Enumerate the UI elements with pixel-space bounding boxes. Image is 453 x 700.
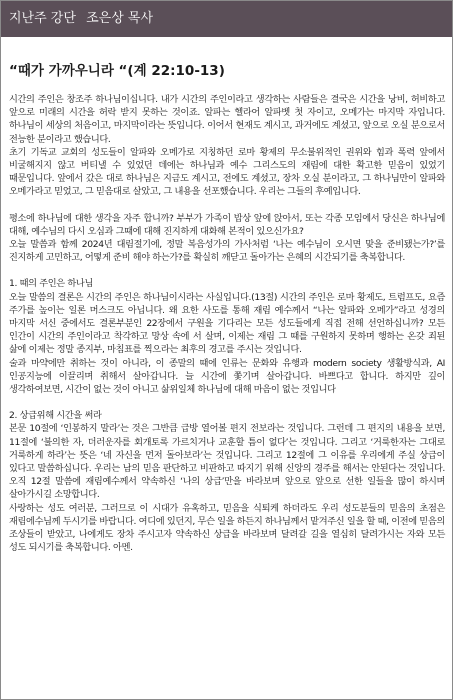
sermon-title: “때가 가까우니라 “(계 22:10-13) — [9, 63, 225, 79]
sermon-body — [9, 93, 445, 555]
intro-paragraph-2: 초기 기독교 교회의 성도들이 알파와 오메가로 지칭하던 로마 황제의 무소불위적인 권위와 힘과 폭력 앞에서 비굴해지지 않고 버티낼 수 있었던 데에는 하나님과 예수 그리스도의 재림에 대한 확고한 믿음이 있었기 때문입니다. 앞에서 갔은 대로 하나님은 지금도 계시고, 전에도 계셨고, 장차 오실 분이라고, 그 하나님만이 알파와 오메가라고 믿었고, 그 믿음대로 살았고, 그 내용을 선포했습니다. 우리는 그들의 후예입니다. — [9, 146, 445, 198]
section-2-paragraph-2: 사랑하는 성도 여러분, 그러므로 이 시대가 유혹하고, 믿음을 식퇴케 하더라도 우리 성도분들의 믿음의 초점은 재림에수님께 두시기를 바랍니다. 여디에 있던지, 무슨 일을 하든지 하나님께서 맡겨주신 일을 할 때, 이전에 믿음의 조상들이 받았고, 나에게도 장차 주시고자 약속하신 상급을 바라보며 달려갈 길을 열심히 달려가시는 자와 모든 성도 되시기를 축복합니다. 아멘. — [9, 502, 445, 554]
page-header — [1, 1, 452, 37]
section-1-paragraph-1: 오늘 말씀의 결론은 시간의 주인은 하나님이시라는 사실입니다.(13절) 시간의 주인은 로마 황제도, 트럼프도, 요즘 주가를 높이는 일론 머스크도 아닙니다. 왜 요한 사도를 통해 재림 예수께서 “나는 알파와 오메가”라고 성경의 마지막 서신 중에서도 결론부분인 22장에서 구원을 기다리는 모든 성도들에게 직접 전해 선언하십니까? 모든 인간이 시간의 주인이라고 착각하고 망상 속에 서 살며, 이제는 재림 그 때를 구원하지 못하며 행하는 온갖 죄된 삶에 이제는 정말 종지부, 마침표를 찍으라는 최후의 경고를 주시는 것입니다. — [9, 291, 445, 356]
intro-paragraph-1: 시간의 주인은 창조주 하나님이십니다. 내가 시간의 주인이라고 생각하는 사람들은 결국은 시간을 낭비, 허비하고 앞으로 미래의 시간을 허락 받지 못하는 것이죠. 알파는 헬라어 알파벳 첫 자이고, 오메가는 마지막 자입니다. 하나님이 세상의 처음이고, 마지막이라는 뜻입니다. 이어서 현재도 계시고, 과거에도 계셨고, 앞으로 오실 분으로서 전능한 분이라고 했습니다. — [9, 94, 445, 145]
header-speaker: 조은상 목사 — [86, 11, 154, 26]
intro-paragraph-3: 평소에 하나님에 대한 생각을 자주 합니까? 부부가 가족이 밥상 앞에 앉아서, 또는 각종 모임에서 당신은 하나님에 대해, 예수님의 다시 오심과 그때에 대해 진지하게 대화해 본적이 있으신가요? — [9, 212, 445, 237]
section-1-paragraph-2: 술과 마약에만 취하는 것이 아니라, 이 종말의 때에 인류는 문화와 유행과 modern society 생활방식과, AI 인공지능에 이끌리며 취해서 살아갑니다. 늘 시간에 쫓기며 살아갑니다. 바쁘다고 합니다. 하지만 깊이 생각하여보면, 시간이 없는 것이 아니고 삶위일체 하나님에 대해 마음이 없는 것입니다 — [9, 357, 445, 396]
section-2-paragraph-1: 본문 10절에 ‘인봉하지 말라’는 것은 그반큼 급방 열어볼 편지 전보라는 것입니다. 그런데 그 편지의 내용을 보면, 11절에 ‘불의한 자, 더러운자를 회개토록 가르치거나 교훈할 틈이 없다’는 것입니다. 그리고 ‘거룩한자는 그대로 거룩하게 하라’는 뜻은 ‘네 자신을 먼저 돌아보라’는 것입니다. 그리고 12절에 그 이유를 우리에게 주실 상급이 있다고 말씀하십니다. 우리는 남의 믿음 판단하고 비판하고 따지기 위해 신앙의 경주를 해서는 안된다는 것입니다. 오직 12절 말씀에 재림예수께서 약속하신 ‘나의 상급’만을 바라보며 앞으로 앞으로 선한 일들을 많이 하시며 살아가시길 소망합니다. — [9, 423, 445, 501]
header-location: 지난주 강단 — [9, 11, 76, 26]
intro-paragraph-4: 오늘 말씀과 함께 2024년 대림절기에, 정말 복음성가의 가사처럼 ‘나는 예수님이 오시면 맞을 준비됐는가?’를 진지하게 고민하고, 어떻게 준비 해야 하는가?를 확실히 깨닫고 돌아가는 은혜의 시간되기를 축복합니다. — [9, 239, 446, 264]
section-1-heading: 1. 때의 주인은 하나님 — [9, 278, 93, 290]
section-2-heading: 2. 상급위해 시간을 써라 — [9, 410, 102, 422]
